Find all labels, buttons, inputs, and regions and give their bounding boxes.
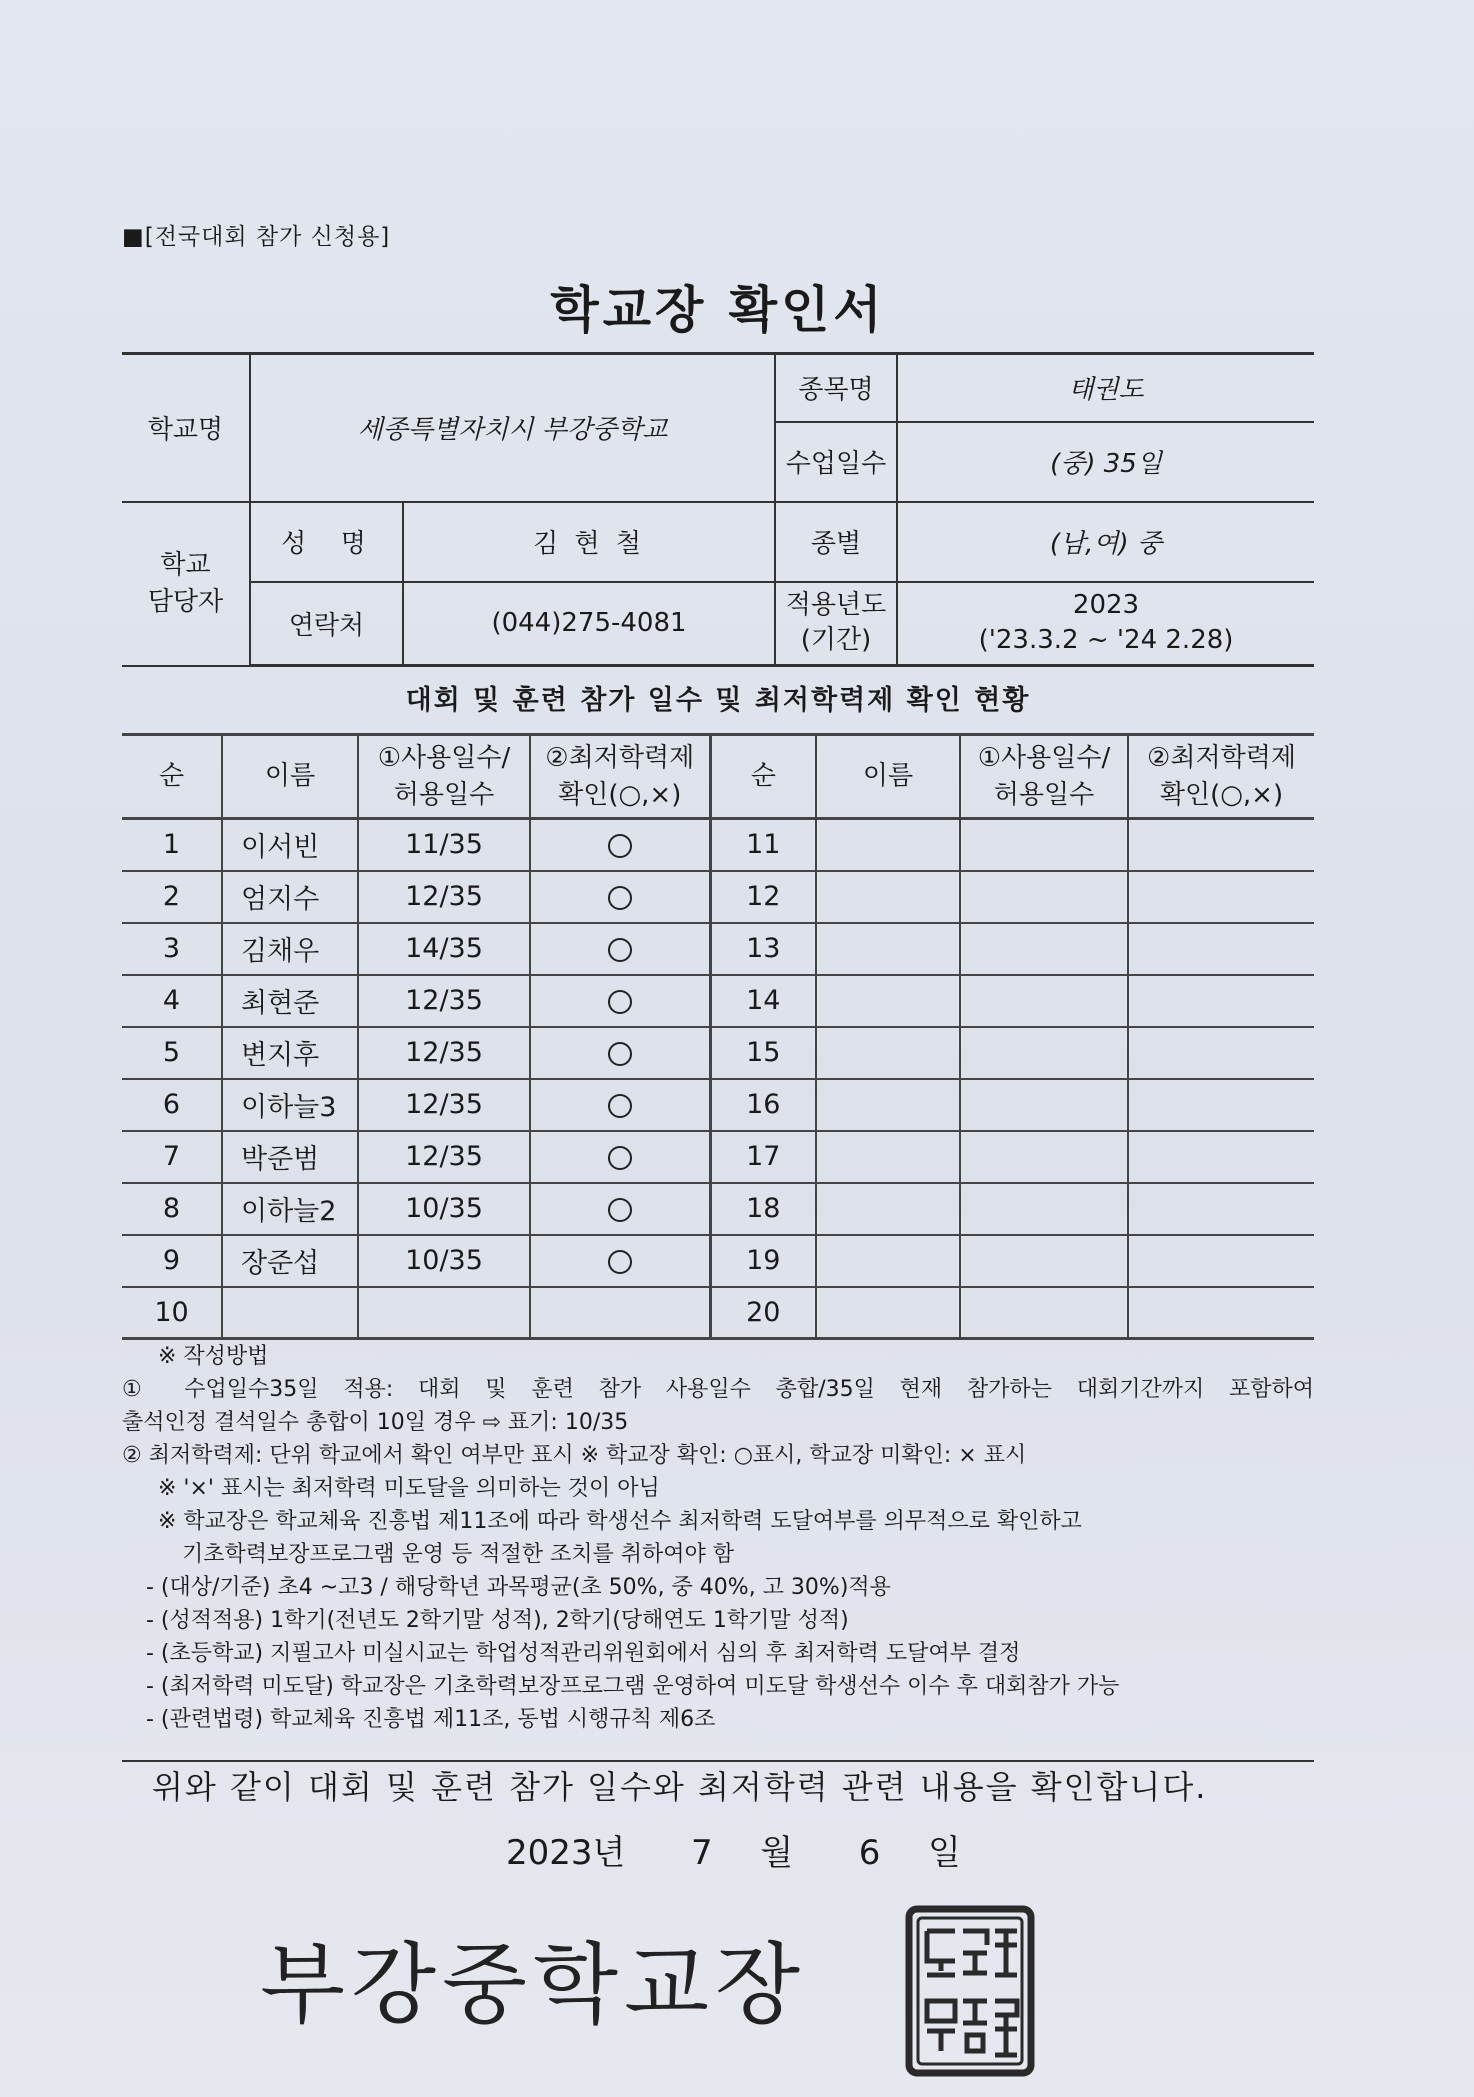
row-name: 장준섭 (222, 1235, 358, 1287)
class-days-label: 수업일수 (775, 422, 897, 502)
row-check (1128, 871, 1314, 923)
name-label: 성 명 (250, 502, 403, 582)
row-days (358, 1287, 530, 1339)
col-check: ②최저학력제 확인(○,×) (530, 735, 710, 819)
row-seq: 12 (710, 871, 816, 923)
date-day: 6 (858, 1833, 881, 1873)
row-name (816, 975, 960, 1027)
col-seq: 순 (122, 735, 222, 819)
row-check (530, 871, 710, 923)
row-name (816, 1079, 960, 1131)
row-seq: 16 (710, 1079, 816, 1131)
row-seq: 17 (710, 1131, 816, 1183)
row-days (960, 1183, 1128, 1235)
participation-rows (122, 819, 1314, 1339)
row-seq: 5 (122, 1027, 222, 1079)
period-value: ('23.3.2 ~ '24 2.28) (978, 625, 1234, 656)
row-check (530, 1235, 710, 1287)
school-label: 학교명 (122, 354, 250, 502)
row-seq: 18 (710, 1183, 816, 1235)
row-name: 이서빈 (222, 819, 358, 871)
instruction-1b: 출석인정 결석일수 총합이 10일 경우 ⇨ 표기: 10/35 (122, 1410, 629, 1435)
sport-value: 태권도 (897, 354, 1314, 422)
table-row (122, 1027, 1314, 1079)
row-check (1128, 1079, 1314, 1131)
row-seq: 1 (122, 819, 222, 871)
col-seq: 순 (710, 735, 816, 819)
row-days (960, 871, 1128, 923)
principal-name: 부강중학교장 (260, 1933, 807, 2036)
col-days: ①사용일수/ 허용일수 (960, 735, 1128, 819)
row-name (816, 923, 960, 975)
row-name: 엄지수 (222, 871, 358, 923)
row-check (1128, 1183, 1314, 1235)
instruction-4a: ※ 학교장은 학교체육 진흥법 제11조에 따라 학생선수 최저학력 도달여부를 의무적으로 확인하고 (158, 1509, 1082, 1534)
row-seq: 20 (710, 1287, 816, 1339)
manager-label: 학교 담당자 (122, 502, 250, 666)
name-value: 김 현 철 (403, 502, 775, 582)
table-row (122, 923, 1314, 975)
row-name (222, 1287, 358, 1339)
check-circle-icon (608, 834, 632, 858)
row-seq: 6 (122, 1079, 222, 1131)
instruction-d1: - (대상/기준) 초4 ~고3 / 해당학년 과목평균(초 50%, 중 40%, 고 30%)적용 (146, 1575, 891, 1600)
row-name (816, 1183, 960, 1235)
row-days (960, 923, 1128, 975)
table-row (122, 1131, 1314, 1183)
col-days: ①사용일수/ 허용일수 (358, 735, 530, 819)
row-seq: 13 (710, 923, 816, 975)
year-cell (897, 582, 1314, 666)
row-days: 10/35 (358, 1235, 530, 1287)
row-seq: 8 (122, 1183, 222, 1235)
check-circle-icon (608, 938, 632, 962)
row-days (960, 819, 1128, 871)
date-month: 7 (691, 1833, 713, 1873)
table-row (122, 975, 1314, 1027)
row-check (530, 1027, 710, 1079)
col-check: ②최저학력제 확인(○,×) (1128, 735, 1314, 819)
date-year: 2023년 (506, 1833, 626, 1873)
instruction-d5: - (관련법령) 학교체육 진흥법 제11조, 동법 시행규칙 제6조 (146, 1707, 716, 1732)
row-name: 변지후 (222, 1027, 358, 1079)
table-row (122, 1235, 1314, 1287)
instruction-d4: - (최저학력 미도달) 학교장은 기초학력보장프로그램 운영하여 미도달 학생선수 이수 후 대회참가 가능 (146, 1674, 1120, 1699)
participation-table (122, 733, 1314, 1340)
gender-label: 종별 (775, 502, 897, 582)
row-seq: 14 (710, 975, 816, 1027)
official-seal-icon (905, 1905, 1035, 2077)
instruction-4b: 기초학력보장프로그램 운영 등 적절한 조치를 취하여야 함 (182, 1542, 735, 1567)
row-check (1128, 819, 1314, 871)
row-seq: 7 (122, 1131, 222, 1183)
row-name (816, 1235, 960, 1287)
row-days: 11/35 (358, 819, 530, 871)
row-check (530, 1131, 710, 1183)
row-check (530, 1183, 710, 1235)
row-days (960, 1235, 1128, 1287)
row-check (530, 819, 710, 871)
row-seq: 2 (122, 871, 222, 923)
participation-title: 대회 및 훈련 참가 일수 및 최저학력제 확인 현황 (405, 685, 1031, 716)
row-days (960, 1287, 1128, 1339)
gender-value: (남,여) 중 (897, 502, 1314, 582)
check-circle-icon (608, 1250, 632, 1274)
row-seq: 10 (122, 1287, 222, 1339)
instructions-heading: ※ 작성방법 (158, 1344, 269, 1369)
row-name (816, 819, 960, 871)
row-name (816, 871, 960, 923)
row-days (960, 1131, 1128, 1183)
check-circle-icon (608, 1198, 632, 1222)
row-check (530, 1079, 710, 1131)
row-days (960, 1079, 1128, 1131)
check-circle-icon (608, 1094, 632, 1118)
row-days: 10/35 (358, 1183, 530, 1235)
row-name (816, 1131, 960, 1183)
date-month-unit: 월 (760, 1833, 794, 1873)
instruction-d3: - (초등학교) 지필고사 미실시교는 학업성적관리위원회에서 심의 후 최저학력 도달여부 결정 (146, 1641, 1021, 1666)
form-category: ■[전국대회 참가 신청용] (122, 224, 391, 250)
row-check (1128, 1287, 1314, 1339)
row-check (530, 1287, 710, 1339)
col-name: 이름 (816, 735, 960, 819)
instructions (122, 1340, 1314, 1736)
row-check (1128, 975, 1314, 1027)
issue-date (506, 1825, 961, 1874)
row-name: 최현준 (222, 975, 358, 1027)
table-row (122, 1183, 1314, 1235)
row-days (960, 975, 1128, 1027)
table-row (122, 1079, 1314, 1131)
row-check (530, 975, 710, 1027)
contact-label: 연락처 (250, 582, 403, 666)
instruction-2: ② 최저학력제: 단위 학교에서 확인 여부만 표시 ※ 학교장 확인: ○표시, 학교장 미확인: × 표시 (122, 1443, 1027, 1468)
row-name: 이하늘2 (222, 1183, 358, 1235)
row-days (960, 1027, 1128, 1079)
row-seq: 3 (122, 923, 222, 975)
row-check (1128, 1235, 1314, 1287)
row-seq: 11 (710, 819, 816, 871)
row-days: 12/35 (358, 1079, 530, 1131)
date-day-unit: 일 (928, 1833, 961, 1873)
row-seq: 19 (710, 1235, 816, 1287)
row-name (816, 1287, 960, 1339)
contact-value: (044)275-4081 (403, 582, 775, 666)
table-row (122, 871, 1314, 923)
col-name: 이름 (222, 735, 358, 819)
row-days: 14/35 (358, 923, 530, 975)
table-row (122, 819, 1314, 871)
row-name (816, 1027, 960, 1079)
instruction-3: ※ '×' 표시는 최저학력 미도달을 의미하는 것이 아님 (158, 1476, 660, 1501)
row-check (1128, 923, 1314, 975)
row-seq: 4 (122, 975, 222, 1027)
confirmation-statement: 위와 같이 대회 및 훈련 참가 일수와 최저학력 관련 내용을 확인합니다. (152, 1768, 1208, 1806)
row-check (1128, 1131, 1314, 1183)
check-circle-icon (608, 990, 632, 1014)
row-seq: 9 (122, 1235, 222, 1287)
info-table (122, 352, 1314, 667)
row-seq: 15 (710, 1027, 816, 1079)
check-circle-icon (608, 1042, 632, 1066)
row-days: 12/35 (358, 975, 530, 1027)
school-value: 세종특별자치시 부강중학교 (250, 354, 775, 502)
year-label: 적용년도 (기간) (775, 582, 897, 666)
row-check (530, 923, 710, 975)
class-days-value: (중) 35일 (897, 422, 1314, 502)
row-name: 이하늘3 (222, 1079, 358, 1131)
check-circle-icon (608, 886, 632, 910)
instruction-1a: ① 수업일수35일 적용: 대회 및 훈련 참가 사용일수 총합/35일 현재 참가하는 대회기간까지 포함하여 (122, 1377, 1314, 1402)
row-days: 12/35 (358, 1131, 530, 1183)
document-title: 학교장 확인서 (550, 281, 886, 339)
check-circle-icon (608, 1146, 632, 1170)
row-name: 박준범 (222, 1131, 358, 1183)
row-name: 김채우 (222, 923, 358, 975)
instruction-d2: - (성적적용) 1학기(전년도 2학기말 성적), 2학기(당해연도 1학기말 성적) (146, 1608, 849, 1633)
row-days: 12/35 (358, 871, 530, 923)
table-row (122, 1287, 1314, 1339)
year-value: 2023 (1072, 590, 1140, 621)
row-check (1128, 1027, 1314, 1079)
row-days: 12/35 (358, 1027, 530, 1079)
sport-label: 종목명 (775, 354, 897, 422)
